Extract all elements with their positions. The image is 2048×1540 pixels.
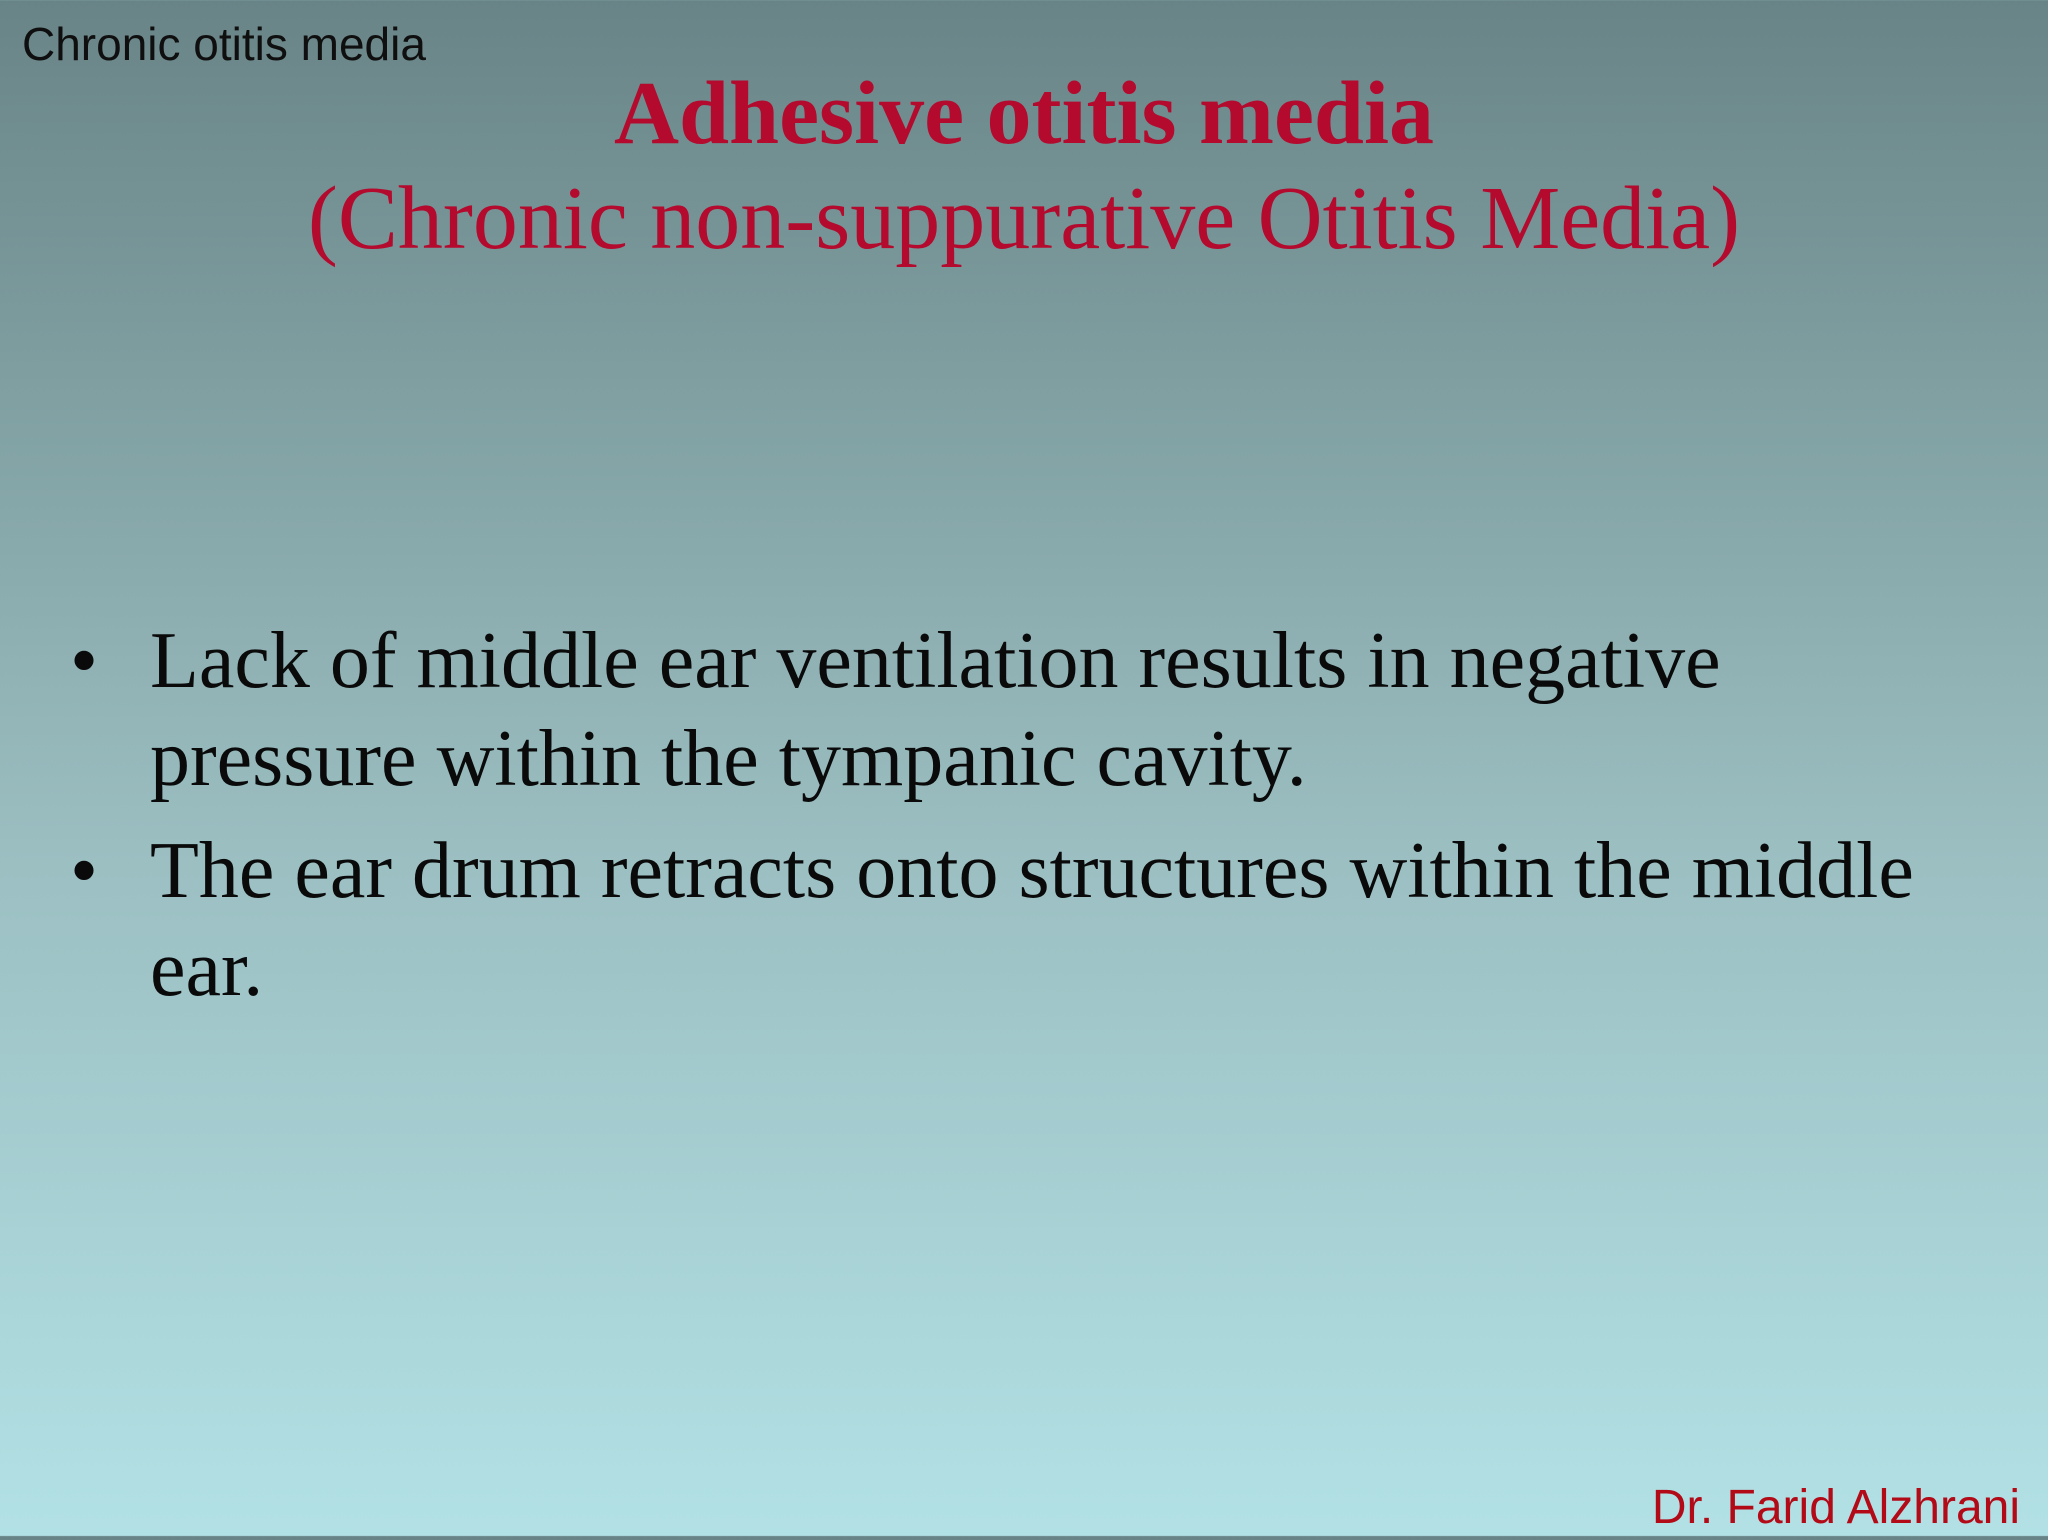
- bullet-text-line: ear.: [150, 925, 264, 1013]
- author-credit: Dr. Farid Alzhrani: [1651, 1481, 2020, 1534]
- slide-title: Adhesive otitis media: [614, 64, 1434, 163]
- bullet-text-line: The ear drum retracts onto structures within the middle: [150, 827, 1914, 915]
- section-label: Chronic otitis media: [22, 18, 426, 70]
- bullet-marker: •: [70, 617, 99, 705]
- bullet-list: [70, 612, 1970, 1032]
- bullet-item: [70, 612, 1970, 808]
- bullet-text-line: Lack of middle ear ventilation results in negative: [150, 617, 1721, 705]
- bullet-item: [70, 822, 1970, 1018]
- slide-subtitle: (Chronic non-suppurative Otitis Media): [307, 169, 1741, 268]
- bullet-text-line: pressure within the tympanic cavity.: [150, 715, 1307, 803]
- bullet-marker: •: [70, 827, 99, 915]
